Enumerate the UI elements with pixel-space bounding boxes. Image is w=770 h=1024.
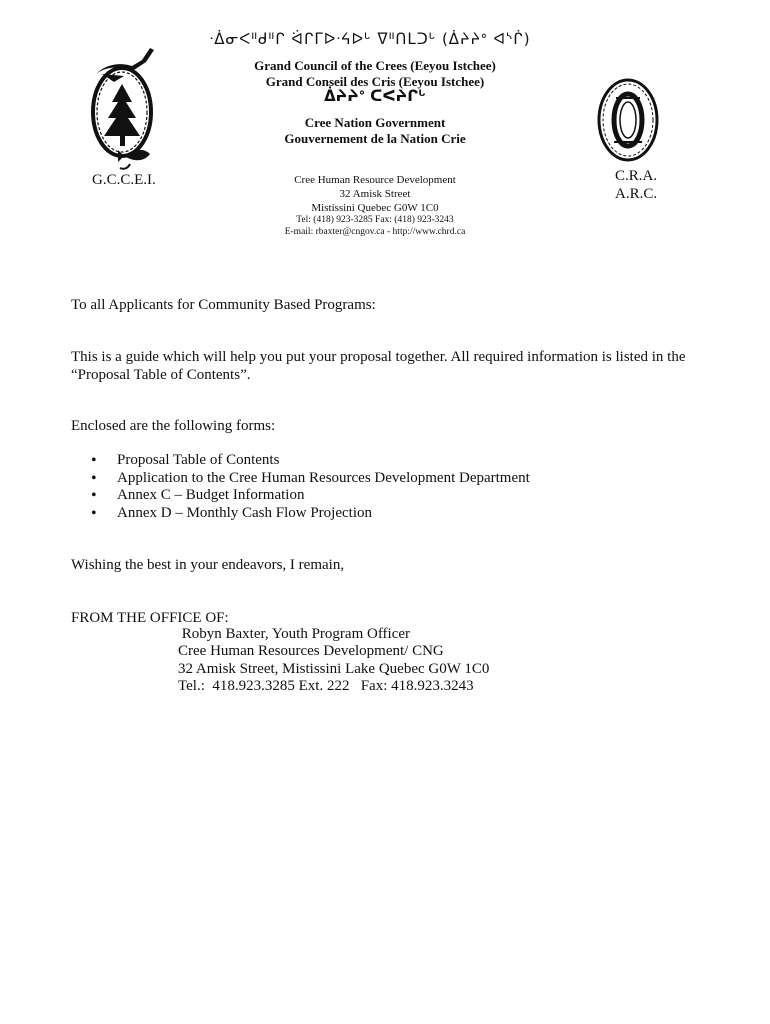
list-item: • Annex C – Budget Information — [71, 487, 530, 505]
letterhead-syllabics-top: ᐧᐄᓂᐸᐦᑯᐦᒋ ᐛᒋᒥᐅᐧᔦᐅᒡ ᐁᐦᑎᒪᑐᒡ (ᐄᔨᔨᐤ ᐊᔅᒌ) — [209, 30, 531, 48]
government-french: Gouvernement de la Nation Crie — [284, 131, 466, 146]
enclosed-intro: Enclosed are the following forms: — [71, 418, 276, 434]
city-address: Mistissini Quebec G0W 1C0 — [311, 202, 439, 214]
gccei-label: G.C.C.E.I. — [92, 172, 156, 188]
list-item: • Proposal Table of Contents — [71, 452, 530, 470]
email-website: E-mail: rbaxter@cngov.ca - http://www.chrd.ca — [284, 227, 466, 237]
closing-line: Wishing the best in your endeavors, I remain, — [71, 557, 345, 573]
list-item: • Annex D – Monthly Cash Flow Projection — [71, 505, 530, 523]
from-label: FROM THE OFFICE OF: — [71, 610, 229, 626]
signature-phone: Tel.: 418.923.3285 Ext. 222 Fax: 418.923.3243 — [178, 678, 474, 694]
phone-fax: Tel: (418) 923-3285 Fax: (418) 923-3243 — [296, 215, 454, 225]
forms-list — [71, 452, 530, 522]
arc-label: A.R.C. — [615, 186, 658, 202]
signature-name: Robyn Baxter, Youth Program Officer — [178, 626, 411, 642]
department-name: Cree Human Resource Development — [294, 174, 456, 186]
org-title-french: Grand Conseil des Cris (Eeyou Istchee) — [265, 74, 485, 89]
cra-emblem — [596, 76, 660, 164]
intro-paragraph: This is a guide which will help you put your proposal together. All required information is listed in the “Proposal Table of Contents”. — [71, 349, 686, 383]
cra-label: C.R.A. — [615, 168, 658, 184]
letterhead-syllabics-mid: ᐄᔨᔨᐤ ᑕᐸᔨᒋᒡ — [324, 87, 426, 105]
org-title-english: Grand Council of the Crees (Eeyou Istchee) — [254, 58, 496, 73]
list-item: • Application to the Cree Human Resources Development Department — [71, 470, 530, 488]
signature-address: 32 Amisk Street, Mistissini Lake Quebec G0W 1C0 — [178, 661, 490, 677]
government-english: Cree Nation Government — [304, 115, 446, 130]
gccei-emblem — [84, 44, 162, 170]
signature-department: Cree Human Resources Development/ CNG — [178, 643, 444, 659]
salutation: To all Applicants for Community Based Programs: — [71, 297, 376, 313]
street-address: 32 Amisk Street — [339, 188, 411, 200]
